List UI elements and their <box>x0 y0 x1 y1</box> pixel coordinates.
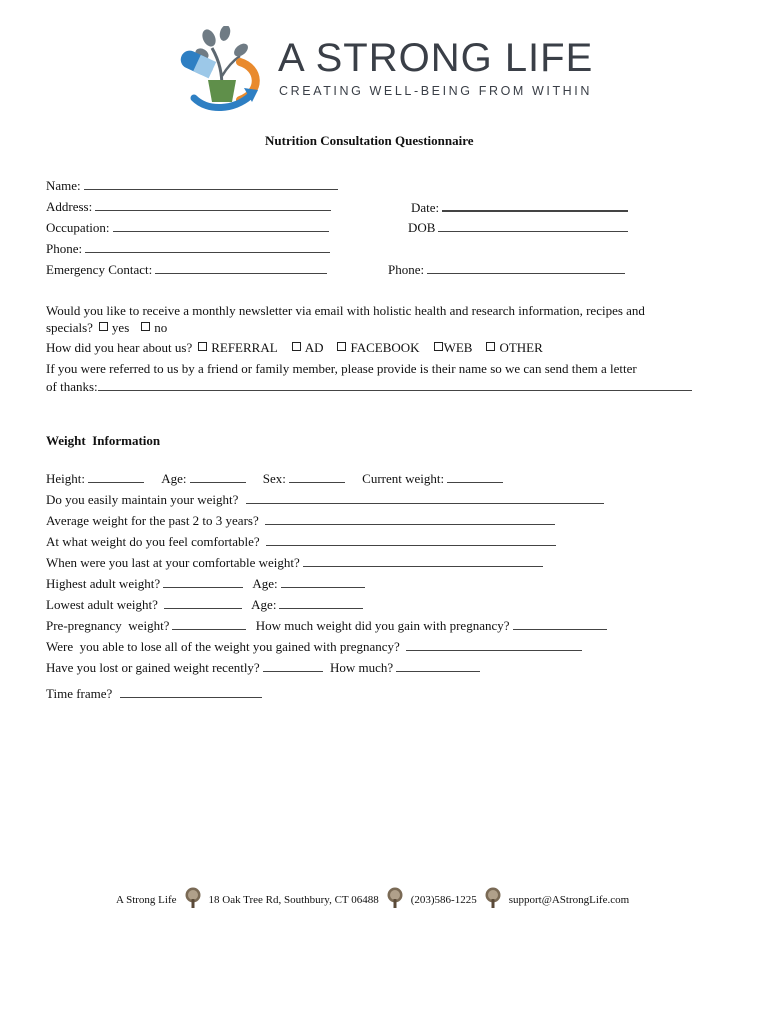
occupation-field[interactable] <box>113 219 329 232</box>
stats-row <box>46 470 503 487</box>
name-label: Name: <box>46 178 81 193</box>
hear-about-row <box>46 340 543 356</box>
web-checkbox[interactable] <box>434 342 443 351</box>
yes-label: yes <box>111 320 130 335</box>
dob-label: DOB <box>408 220 436 235</box>
lowest-field[interactable] <box>164 596 242 609</box>
referral-row <box>46 378 692 395</box>
time-frame-field[interactable] <box>120 685 262 698</box>
ad-label: AD <box>304 340 324 355</box>
recent-field[interactable] <box>263 659 323 672</box>
hear-about-question: How did you hear about us? <box>46 340 193 355</box>
maintain-label: Do you easily maintain your weight? <box>46 492 239 507</box>
form-title: Nutrition Consultation Questionnaire <box>265 133 474 148</box>
lowest-age-label: Age: <box>251 597 277 612</box>
newsletter-row <box>46 320 167 336</box>
recent-row <box>46 659 480 676</box>
height-label: Height: <box>46 471 85 486</box>
gain-pregnancy-label: How much weight did you gain with pregnancy? <box>255 618 510 633</box>
dob-field[interactable] <box>438 219 628 232</box>
gain-pregnancy-field[interactable] <box>513 617 607 630</box>
highest-age-label: Age: <box>252 576 278 591</box>
how-much-field[interactable] <box>396 659 480 672</box>
footer <box>116 887 629 909</box>
average-row <box>46 512 555 529</box>
pregnancy-row <box>46 617 607 634</box>
footer-company: A Strong Life <box>116 894 177 906</box>
newsletter-question: Would you like to receive a monthly newsletter via email with holistic health and research information, recipes and <box>46 303 645 318</box>
name-field[interactable] <box>84 177 338 190</box>
logo-mark-icon <box>178 26 273 114</box>
facebook-label: FACEBOOK <box>350 340 420 355</box>
tree-icon <box>385 887 405 909</box>
occupation-label: Occupation: <box>46 220 110 235</box>
no-label: no <box>154 320 168 335</box>
age-label: Age: <box>161 471 187 486</box>
lowest-age-field[interactable] <box>279 596 363 609</box>
comfortable-row <box>46 533 556 550</box>
last-comfortable-row <box>46 554 543 571</box>
tree-icon <box>483 887 503 909</box>
highest-age-field[interactable] <box>281 575 365 588</box>
ad-checkbox[interactable] <box>292 342 301 351</box>
time-frame-row <box>46 685 262 702</box>
phone-row <box>46 240 330 257</box>
date-row <box>411 198 628 216</box>
address-field[interactable] <box>95 198 331 211</box>
phone2-field[interactable] <box>427 261 625 274</box>
average-label: Average weight for the past 2 to 3 years? <box>46 513 259 528</box>
footer-email[interactable]: support@AStrongLife.com <box>508 894 630 906</box>
address-row <box>46 198 331 215</box>
emergency-label: Emergency Contact: <box>46 262 153 277</box>
age-field[interactable] <box>190 470 246 483</box>
sex-field[interactable] <box>289 470 345 483</box>
emergency-row <box>46 261 327 278</box>
web-label: WEB <box>443 340 473 355</box>
newsletter-question-cont: specials? <box>46 320 93 335</box>
date-label: Date: <box>411 200 440 215</box>
occupation-row <box>46 219 329 236</box>
lose-pregnancy-row <box>46 638 582 655</box>
referral-label: REFERRAL <box>211 340 278 355</box>
phone-field[interactable] <box>85 240 330 253</box>
date-field[interactable] <box>442 198 628 212</box>
maintain-row <box>46 491 604 508</box>
yes-checkbox[interactable] <box>99 322 108 331</box>
prepregnancy-field[interactable] <box>172 617 246 630</box>
last-comfortable-label: When were you last at your comfortable weight? <box>46 555 300 570</box>
address-label: Address: <box>46 199 93 214</box>
logo-title: A STRONG LIFE <box>278 36 594 80</box>
other-label: OTHER <box>499 340 543 355</box>
lowest-label: Lowest adult weight? <box>46 597 158 612</box>
logo <box>178 26 598 116</box>
tree-icon <box>183 887 203 909</box>
average-field[interactable] <box>265 512 555 525</box>
name-row <box>46 177 338 194</box>
recent-label: Have you lost or gained weight recently? <box>46 660 260 675</box>
last-comfortable-field[interactable] <box>303 554 543 567</box>
how-much-label: How much? <box>329 660 394 675</box>
sex-label: Sex: <box>262 471 286 486</box>
other-checkbox[interactable] <box>486 342 495 351</box>
referral-thanks-label: of thanks: <box>46 379 98 394</box>
lose-pregnancy-label: Were you able to lose all of the weight you gained with pregnancy? <box>46 639 400 654</box>
referral-name-field[interactable] <box>98 378 692 391</box>
highest-row <box>46 575 365 592</box>
comfortable-field[interactable] <box>266 533 556 546</box>
highest-field[interactable] <box>163 575 243 588</box>
lowest-row <box>46 596 363 613</box>
phone2-label: Phone: <box>388 262 425 277</box>
footer-address: 18 Oak Tree Rd, Southbury, CT 06488 <box>208 894 379 906</box>
referral-checkbox[interactable] <box>198 342 207 351</box>
prepregnancy-label: Pre-pregnancy weight? <box>46 618 170 633</box>
dob-row <box>408 219 628 236</box>
lose-pregnancy-field[interactable] <box>406 638 582 651</box>
time-frame-label: Time frame? <box>46 686 113 701</box>
maintain-field[interactable] <box>246 491 604 504</box>
logo-subtitle: CREATING WELL-BEING FROM WITHIN <box>279 84 593 98</box>
height-field[interactable] <box>88 470 144 483</box>
highest-label: Highest adult weight? <box>46 576 161 591</box>
no-checkbox[interactable] <box>141 322 150 331</box>
facebook-checkbox[interactable] <box>337 342 346 351</box>
weight-heading: Weight Information <box>46 433 161 448</box>
phone-label: Phone: <box>46 241 83 256</box>
footer-phone: (203)586-1225 <box>410 894 477 906</box>
comfortable-label: At what weight do you feel comfortable? <box>46 534 260 549</box>
current-weight-label: Current weight: <box>362 471 445 486</box>
referral-question: If you were referred to us by a friend or family member, please provide is their name so we can send them a letter <box>46 361 637 376</box>
current-weight-field[interactable] <box>447 470 503 483</box>
phone2-row <box>388 261 625 278</box>
emergency-field[interactable] <box>155 261 327 274</box>
